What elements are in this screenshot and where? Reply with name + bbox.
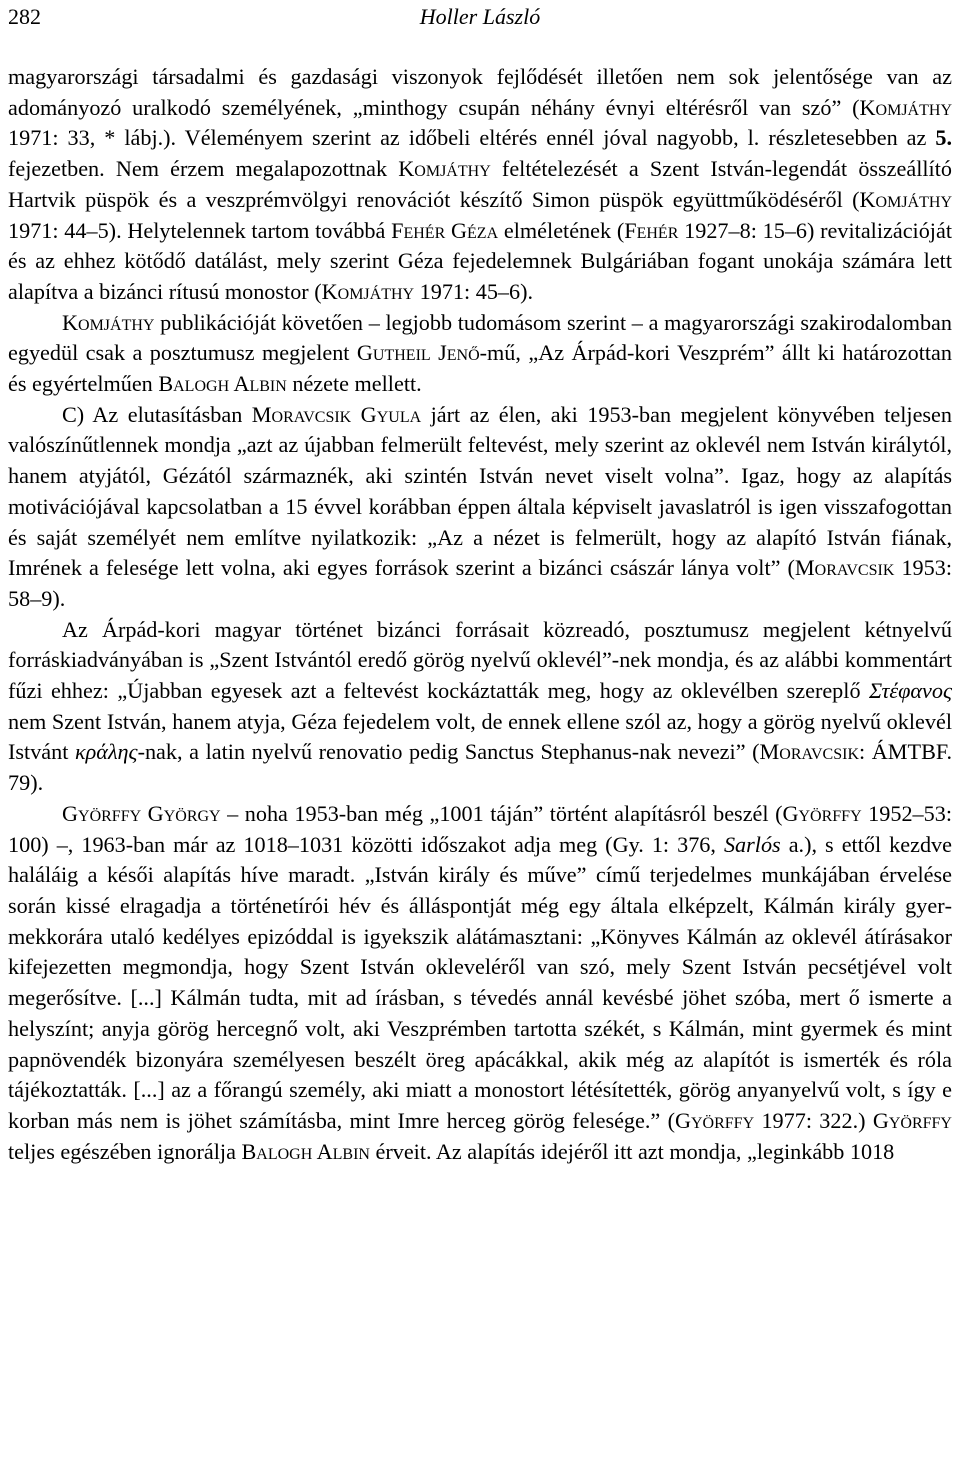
body-text bbox=[8, 62, 952, 1167]
italic-text: Sarlós bbox=[723, 831, 781, 857]
italic-text: Στέφανος bbox=[869, 678, 952, 704]
running-head: Holler László bbox=[419, 4, 541, 29]
text-run: -nak, a latin nyelvű renovatio pedig Sanctus Stephanus-nak nevezi” ( bbox=[137, 739, 760, 765]
author-name: Fehér bbox=[624, 217, 679, 243]
author-name: Györffy György bbox=[62, 800, 221, 826]
text-run: elméletének ( bbox=[498, 217, 625, 243]
bold-text: 5. bbox=[935, 125, 952, 151]
author-name: Balogh Albin bbox=[158, 371, 287, 397]
text-run: 1953: 58–9). bbox=[8, 555, 952, 611]
author-name: Györffy bbox=[872, 1107, 952, 1133]
text-run: fejezetben. Nem érzem megalapozottnak bbox=[8, 156, 399, 182]
text-run: járt az élen, aki 1953-ban megjelent könyvében teljesen valószínűtlennek mondja „azt az újabban felmerült feltevést, mely szerint az oklevél nem István királytól, hanem atyjától, Gézától származnék, aki szintén István nevet viselt volna”. Igaz, hogy az alapítás motivációjával kapcsolatban a 15 évvel korábban éppen általa képviselt javaslatról is igen visszafogottan és saját személyét nem említve nyilatkozik: „Az a nézet is felmerült, hogy az alapító István fiának, Imrének a felesége lett volna, aki egyes források szerint a bizánci császár lánya volt” ( bbox=[8, 401, 952, 581]
text-run: 1971: 44–5). Helytelennek tartom továbbá bbox=[8, 217, 392, 243]
text-run: publikációját követően – legjobb tudomásom szerint – a magyarországi szakirodalomban egyedül csak a posztumusz megjelent bbox=[8, 309, 952, 366]
text-run: magyarországi társadalmi és gazdasági viszonyok fejlődését illetően nem sok jelentősége van az adományozó uralkodó személyének, „minthogy csupán néhány évnyi eltérésről van szó” ( bbox=[8, 64, 952, 120]
text-run: teljes egészében ignorálja bbox=[8, 1138, 242, 1164]
author-name: Moravcsik bbox=[759, 739, 860, 765]
text-run: érveit. Az alapítás idejéről itt azt mondja, „leginkább 1018 bbox=[369, 1138, 895, 1164]
text-run: nem Szent István, hanem atyja, Géza fejedelem volt, de ennek ellene szól az, hogy a görög nyelvű oklevél Istvánt bbox=[8, 708, 952, 765]
author-name: Komjáthy bbox=[321, 278, 415, 304]
text-run: 1971: 33, * lábj.). Véleményem szerint az időbeli eltérés ennél jóval nagyobb, l. részletesebben az bbox=[8, 125, 936, 151]
author-name: Balogh Albin bbox=[241, 1138, 370, 1164]
text-run: 1971: 45–6). bbox=[414, 278, 534, 304]
page-number: 282 bbox=[8, 4, 41, 29]
text-run: : ÁMTBF. 79). bbox=[8, 739, 952, 796]
author-name: Fehér Géza bbox=[391, 217, 499, 243]
text-run: a.), s ettől kezdve haláláig a késői alapítás híve maradt. „István király és műve” című terjedelmes munkájában érvelése során kissé elragadja a történetírói hév és álláspontját még egy általa elképzelt, Kálmán király gyermekkorára utaló kedélyes epizóddal is igyekszik alátámasztani: „Könyves Kálmán az oklevél átírásakor kifejezetten megmondja, hogy Szent István okleveléről van szó, mely Szent István pecsétjével volt megerősítve. [...] Kálmán tudta, mit ad írásban, s tévedés annál kevésbé jöhet szóba, mert ő ismerte a helyszínt; anyja görög hercegnő volt, aki Veszprémben tartotta székét, s Kálmán, mint gyermek és mint papnövendék bizonyára személyesen beszélt öreg apácákkal, akik még az alapítót is ismerték és róla tájékoztatták. [...] az a főrangú személy, aki miatt a monostort létésítették, görög anyanyelvű volt, s így e korban más nem is jöhet számításba, mint Imre herceg görög felesége.” ( bbox=[8, 831, 952, 1133]
author-name: Gutheil Jenő bbox=[356, 340, 480, 366]
author-name: Komjáthy bbox=[62, 309, 155, 335]
text-run: 1977: 322.) bbox=[754, 1107, 873, 1133]
text-run: 1927–8: 15–6) revitalizációját és az ehhez kötődő datálást, mely szerint Géza fejedelemnek Bulgáriában fogant unokája számára lett alapítva a bizánci rítusú monostor ( bbox=[8, 217, 952, 304]
paragraph bbox=[8, 615, 952, 799]
author-name: Moravcsik Gyula bbox=[251, 401, 422, 427]
author-name: Komjáthy bbox=[859, 186, 952, 212]
author-name: Györffy bbox=[782, 800, 862, 826]
paragraph bbox=[8, 308, 952, 400]
text-run: nézete mellett. bbox=[286, 371, 422, 397]
author-name: Komjáthy bbox=[859, 94, 952, 120]
author-name: Komjáthy bbox=[398, 156, 491, 182]
text-run: C) Az elutasításban bbox=[62, 401, 252, 427]
text-run: -mű, „Az Árpád-kori Veszprém” állt ki határozottan és egyértelműen bbox=[8, 340, 952, 397]
text-run: feltételezését a Szent István-legendát összeállító Hartvik püspök és a veszprémvölgyi renovációt készítő Simon püspök együttműködéséről ( bbox=[8, 156, 952, 212]
paragraph bbox=[8, 799, 952, 1167]
text-run: Az Árpád-kori magyar történet bizánci forrásait közreadó, posztumusz megjelent kétnyelvű forráskiadványában is „Szent Istvántól eredő görög nyelvű oklevél”-nek mondja, és az alábbi kommentárt fűzi ehhez: „Újabban egyesek azt a feltevést kockáztatták meg, hogy az oklevélben szereplő bbox=[8, 616, 952, 704]
page-header bbox=[8, 2, 952, 32]
author-name: Moravcsik bbox=[794, 555, 895, 581]
author-name: Györffy bbox=[674, 1107, 755, 1133]
text-run: 1952–53: 100) –, 1963-ban már az 1018–1031 közötti időszakot adja meg (Gy. 1: 376, bbox=[8, 800, 952, 857]
text-run: – noha 1953-ban még „1001 táján” történt alapításról beszél ( bbox=[220, 800, 783, 826]
italic-text: κράλης bbox=[75, 739, 138, 765]
paragraph bbox=[8, 400, 952, 615]
paragraph bbox=[8, 62, 952, 308]
